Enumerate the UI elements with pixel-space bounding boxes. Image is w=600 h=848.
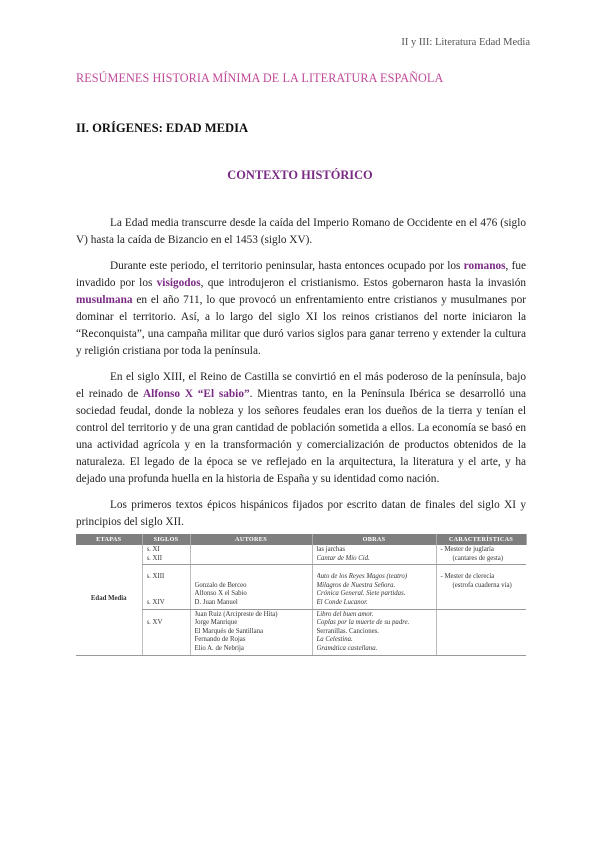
header-siglos: SIGLOS bbox=[142, 534, 190, 545]
subsection-title: CONTEXTO HISTÓRICO bbox=[227, 168, 373, 182]
obra-line: Auto de los Reyes Magos (teatro) bbox=[316, 573, 408, 581]
autores-cell bbox=[190, 609, 312, 655]
header-autores: AUTORES bbox=[190, 534, 312, 545]
autor-line bbox=[195, 555, 308, 564]
obra-line: Serranillas. Canciones. bbox=[316, 627, 379, 635]
caracteristica-line: (cantares de gesta) bbox=[452, 554, 504, 562]
autores-cell bbox=[190, 565, 312, 609]
table-row bbox=[76, 565, 526, 609]
header-caracteristicas: CARACTERÍSTICAS bbox=[436, 534, 526, 545]
siglo-line bbox=[147, 582, 186, 591]
caracteristica-line: (estrofa cuaderna vía) bbox=[452, 581, 512, 589]
paragraph-4-text: Los primeros textos épicos hispánicos fijados por escrito datan de finales del siglo XI y principios del siglo XII. bbox=[76, 499, 526, 528]
siglos-cell bbox=[142, 565, 190, 609]
obras-cell bbox=[312, 565, 436, 609]
obra-line: Cantar de Mío Cid. bbox=[316, 554, 370, 562]
siglo-line: s. XII bbox=[146, 554, 162, 562]
autor-line: Gonzalo de Berceo bbox=[194, 581, 247, 589]
obra-line: las jarchas bbox=[316, 546, 345, 553]
caracteristicas-cell bbox=[436, 609, 526, 655]
siglo-line bbox=[147, 645, 186, 654]
highlight-romanos: romanos bbox=[463, 260, 506, 272]
table-row bbox=[76, 609, 526, 655]
siglo-line bbox=[147, 636, 186, 645]
paragraph-3 bbox=[76, 369, 526, 488]
header-obras: OBRAS bbox=[312, 534, 436, 545]
autor-line: Jorge Manrique bbox=[194, 619, 238, 627]
table-header-row bbox=[76, 534, 526, 545]
siglo-line bbox=[147, 628, 186, 637]
autores-cell bbox=[190, 545, 312, 565]
paragraph-2 bbox=[76, 258, 526, 360]
literature-table-wrapper bbox=[76, 534, 526, 656]
siglo-line bbox=[147, 590, 186, 599]
autor-line bbox=[195, 573, 308, 582]
obra-line: Gramática castellana. bbox=[316, 644, 378, 652]
siglo-line: s. XIII bbox=[146, 573, 165, 581]
paragraph-2-text-c: , que introdujeron el cristianismo. Estos gobernaron hasta la invasión bbox=[200, 277, 526, 289]
siglos-cell bbox=[142, 545, 190, 565]
paragraph-2-text-b: , fue invadido por los bbox=[76, 260, 526, 289]
autor-line bbox=[195, 546, 308, 555]
paragraph-1 bbox=[76, 215, 526, 249]
siglo-line: s. XIV bbox=[146, 598, 165, 606]
obras-cell bbox=[312, 545, 436, 565]
paragraph-4 bbox=[76, 497, 526, 531]
obras-cell bbox=[312, 609, 436, 655]
obra-line: La Celestina. bbox=[316, 636, 353, 644]
etapa-cell: Edad Media bbox=[76, 545, 142, 655]
caracteristica-line: - Mester de juglaría bbox=[440, 546, 494, 553]
caracteristicas-cell bbox=[436, 565, 526, 609]
caracteristicas-cell bbox=[436, 545, 526, 565]
running-header: II y III: Literatura Edad Media bbox=[401, 37, 530, 48]
paragraph-3-text-b: . Mientras tanto, en la Península Ibérica se desarrolló una sociedad feudal, donde la nobleza y los señores feudales eran los dueños de la tierra y tenían el control del territorio y de una gran cantidad de población sometida a ellos. La economía se basó en una actividad agrícola y en la transformación y comercialización de productos obtenidos de la naturaleza. El legado de la época se ve reflejado en la arquitectura, la literatura y el arte, y ha dejado una profunda huella en la historia de España y su identidad como nación. bbox=[76, 388, 526, 485]
siglo-line: s. XI bbox=[146, 546, 160, 553]
autor-line: Juan Ruiz (Arcipreste de Hita) bbox=[194, 610, 278, 618]
autor-line: El Marqués de Santillana bbox=[194, 627, 264, 635]
autor-line: Fernando de Rojas bbox=[194, 636, 246, 644]
literature-table bbox=[76, 534, 527, 656]
highlight-musulmana: musulmana bbox=[76, 294, 133, 306]
paragraph-2-text-d: en el año 711, lo que provocó un enfrentamiento entre cristianos y musulmanes por dominar el territorio. Así, a lo largo del siglo XI los reinos cristianos del norte iniciaron la “Reconquista”, una campaña militar que duró varios siglos para ganar terreno y extender la cultura y religión cristiana por toda la península. bbox=[76, 294, 526, 357]
siglo-line bbox=[147, 611, 186, 620]
paragraph-1-text: La Edad media transcurre desde la caída del Imperio Romano de Occidente en el 476 (siglo V) hasta la caída de Bizancio en el 1453 (siglo XV). bbox=[76, 217, 526, 246]
siglo-line: s. XV bbox=[146, 619, 163, 627]
obra-line: El Conde Lucanor. bbox=[316, 598, 368, 606]
obra-line: Libro del buen amor. bbox=[316, 610, 374, 618]
header-etapas: ETAPAS bbox=[76, 534, 142, 545]
paragraph-3-text-a: En el siglo XIII, el Reino de Castilla se convirtió en el más poderoso de la península, bajo el reinado de bbox=[76, 371, 526, 400]
highlight-alfonso-x: Alfonso X “El sabio” bbox=[143, 388, 250, 400]
autor-line: Elio A. de Nebrija bbox=[194, 644, 244, 652]
siglos-cell bbox=[142, 609, 190, 655]
table-row bbox=[76, 545, 526, 565]
section-title: II. ORÍGENES: EDAD MEDIA bbox=[76, 121, 249, 135]
obra-line: Coplas por la muerte de su padre. bbox=[316, 619, 410, 627]
document-title: RESÚMENES HISTORIA MÍNIMA DE LA LITERATURA ESPAÑOLA bbox=[76, 71, 444, 85]
highlight-visigodos: visigodos bbox=[156, 277, 201, 289]
autor-line: D. Juan Manuel bbox=[194, 598, 238, 606]
caracteristica-line: - Mester de clerecía bbox=[440, 573, 495, 581]
autor-line: Alfonso X el Sabio bbox=[194, 590, 247, 598]
obra-line: Crónica General. Siete partidas. bbox=[316, 590, 406, 598]
paragraph-2-text-a: Durante este periodo, el territorio peninsular, hasta entonces ocupado por los bbox=[110, 260, 464, 272]
body-text bbox=[76, 215, 526, 540]
obra-line: Milagros de Nuestra Señora. bbox=[316, 581, 396, 589]
